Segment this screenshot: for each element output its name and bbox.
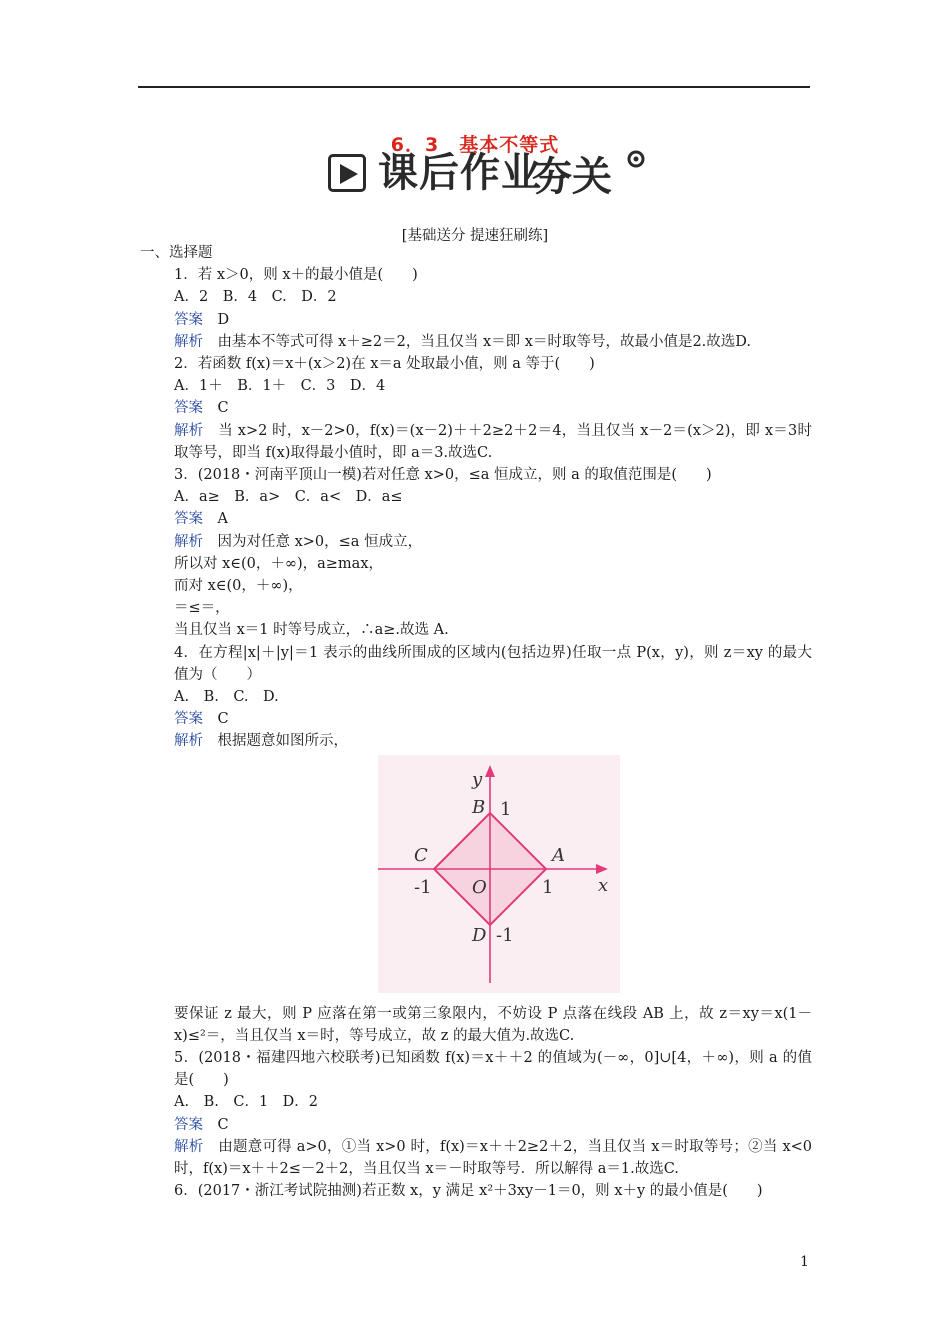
x-neg-one-label: -1: [414, 876, 432, 898]
section-title: 6．3 基本不等式: [390, 134, 560, 156]
text-line: [140, 420, 812, 464]
answer-label: 解析: [174, 733, 203, 750]
diagram-figure: [140, 753, 812, 1003]
text-line: [140, 242, 812, 264]
document-body: [140, 242, 812, 1203]
text-line: [140, 264, 812, 286]
text-line: [140, 353, 812, 375]
text-line: [140, 486, 812, 508]
line-text: 当 x>2 时，x－2>0，f(x)＝(x－2)＋＋2≥2＋2＝4，当且仅当 x－2＝(x＞2)，即 x＝3时取等号，即当 f(x)取得最小值时，即 a＝3.故选C.: [174, 422, 812, 461]
line-text: ＝≤＝，: [174, 600, 230, 617]
y-neg-one-label: -1: [496, 924, 514, 946]
line-text: 所以对 x∈(0，＋∞)，a≥max，: [174, 555, 384, 572]
text-line: [140, 553, 812, 575]
text-line: [140, 397, 812, 419]
subtitle: [基础送分 提速狂刷练]: [401, 228, 549, 244]
text-line: [140, 597, 812, 619]
answer-label: 解析: [174, 1138, 204, 1155]
text-line: [140, 575, 812, 597]
banner: [326, 148, 648, 200]
line-text: 要保证 z 最大，则 P 应落在第一或第三象限内，不妨设 P 点落在线段 AB 上，故 z＝xy＝x(1－x)≤²＝，当且仅当 x＝时，等号成立，故 z 的最大值为.故选C.: [174, 1005, 812, 1044]
x-axis-label: x: [598, 874, 609, 896]
answer-label: 答案: [174, 311, 203, 328]
line-text: A．1＋ B．1＋ C．3 D．4: [174, 378, 386, 395]
text-line: [140, 686, 812, 708]
text-line: [140, 730, 812, 752]
line-text: 6．(2017・浙江考试院抽测)若正数 x，y 满足 x²＋3xy－1＝0，则 x＋y 的最小值是( ): [174, 1183, 763, 1200]
header-rule: [138, 86, 810, 88]
diamond-diagram: [378, 755, 620, 993]
text-line: [140, 331, 812, 353]
line-text: 4．在方程|x|＋|y|＝1 表示的曲线所围成的区域内(包括边界)任取一点 P(x，y)，则 z＝xy 的最大值为（ ）: [174, 644, 812, 683]
text-line: [140, 1047, 812, 1091]
answer-label: 解析: [174, 533, 203, 550]
banner-text: 课后作业: [378, 150, 542, 196]
answer-label: 解析: [174, 422, 204, 439]
line-text: A. B. C. D.: [174, 689, 279, 706]
line-text: A: [203, 511, 228, 528]
line-text: 由题意可得 a>0，①当 x>0 时，f(x)＝x＋＋2≥2＋2，当且仅当 x＝时取等号；②当 x<0 时，f(x)＝x＋＋2≤－2＋2，当且仅当 x＝－时取等号．所以解得 a＝1.故选C.: [174, 1138, 812, 1178]
text-line: [140, 1003, 812, 1047]
answer-label: 答案: [174, 511, 203, 528]
line-text: 当且仅当 x＝1 时等号成立，∴a≥.故选 A.: [174, 622, 449, 639]
text-line: [140, 1180, 812, 1202]
text-line: [140, 309, 812, 331]
answer-label: 答案: [174, 400, 203, 417]
page-number: 1: [800, 1254, 809, 1270]
line-text: 一、选择题: [140, 245, 213, 261]
line-text: 由基本不等式可得 x＋≥2＝2，当且仅当 x＝即 x＝时取等号，故最小值是2.故选D.: [203, 333, 752, 350]
text-line: [140, 708, 812, 730]
text-line: [140, 286, 812, 308]
line-text: C: [203, 1116, 229, 1133]
y-one-label: 1: [500, 798, 512, 820]
text-line: [140, 531, 812, 553]
line-text: 5．(2018・福建四地六校联考)已知函数 f(x)＝x＋＋2 的值域为(－∞，0]∪[4，＋∞)，则 a 的值是( ): [174, 1050, 812, 1089]
text-line: [140, 1114, 812, 1136]
play-icon: [328, 154, 366, 192]
point-b-label: B: [472, 796, 486, 818]
point-a-label: A: [552, 844, 565, 866]
origin-label: O: [472, 876, 487, 898]
x-one-label: 1: [542, 876, 554, 898]
text-line: [140, 1136, 812, 1180]
banner-logo-text: 夯关: [532, 154, 612, 198]
line-text: 1．若 x＞0，则 x＋的最小值是( ): [174, 267, 418, 284]
text-line: [140, 508, 812, 530]
line-text: 2．若函数 f(x)＝x＋(x＞2)在 x＝a 处取最小值，则 a 等于( ): [174, 356, 595, 373]
line-text: D: [203, 311, 230, 328]
text-line: [140, 619, 812, 641]
answer-label: 解析: [174, 333, 203, 350]
line-text: 而对 x∈(0，＋∞)，: [174, 578, 303, 595]
text-line: [140, 464, 812, 486]
text-line: [140, 642, 812, 686]
point-d-label: D: [472, 924, 487, 946]
line-text: 因为对任意 x>0，≤a 恒成立，: [203, 533, 423, 550]
line-text: A．2 B．4 C. D．2: [174, 289, 337, 306]
line-text: 根据题意如图所示，: [203, 733, 348, 750]
line-text: C: [203, 711, 229, 728]
point-c-label: C: [414, 844, 428, 866]
line-text: C: [203, 400, 229, 417]
text-line: [140, 375, 812, 397]
y-axis-label: y: [472, 768, 483, 790]
line-text: 3．(2018・河南平顶山一模)若对任意 x>0，≤a 恒成立，则 a 的取值范围是( ): [174, 467, 712, 484]
logo-icon: [530, 150, 648, 198]
line-text: A. B. C．1 D．2: [174, 1094, 319, 1111]
answer-label: 答案: [174, 711, 203, 728]
line-text: A．a≥ B．a> C．a< D．a≤: [174, 489, 403, 506]
text-line: [140, 1091, 812, 1113]
answer-label: 答案: [174, 1116, 203, 1133]
